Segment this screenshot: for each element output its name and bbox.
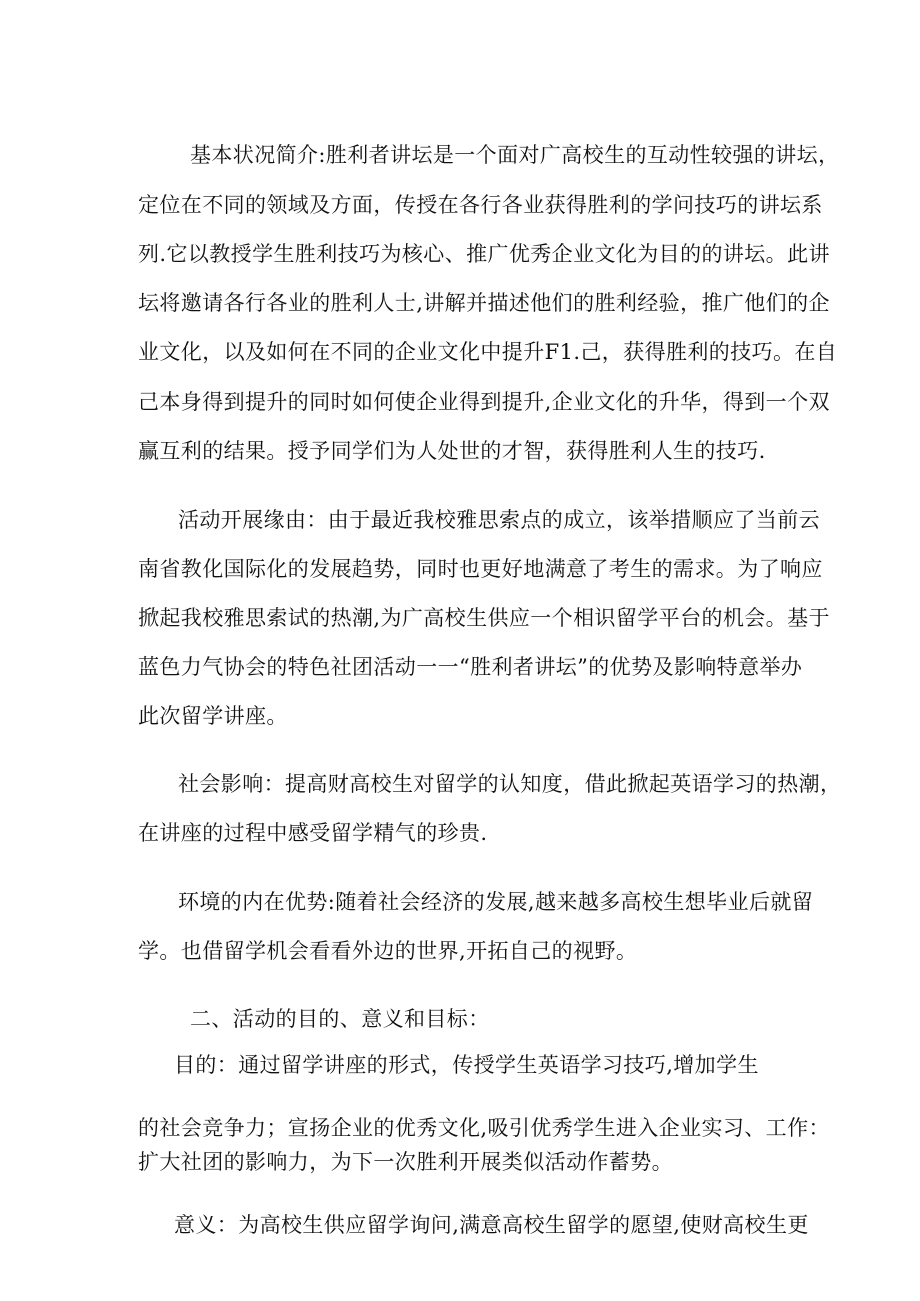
paragraph-reason-line-2: 南省教化国际化的发展趋势，同时也更好地满意了考生的需求。为了响应 bbox=[138, 557, 823, 581]
paragraph-reason-line-1: 活动开展缘由：由于最近我校雅思索点的成立，该举措顺应了当前云 bbox=[178, 508, 820, 532]
paragraph-intro-line-1: 基本状况简介:胜利者讲坛是一个面对广高校生的互动性较强的讲坛， bbox=[190, 143, 840, 167]
paragraph-intro-line-2: 定位在不同的领域及方面，传授在各行各业获得胜利的学问技巧的讲坛系 bbox=[138, 193, 823, 217]
paragraph-impact-line-1: 社会影响：提高财高校生对留学的认知度，借此掀起英语学习的热潮， bbox=[178, 772, 842, 796]
paragraph-reason-line-5: 此次留学讲座。 bbox=[138, 704, 288, 728]
paragraph-intro-line-4: 坛将邀请各行各业的胜利人士,讲解并描述他们的胜利经验，推广他们的企 bbox=[138, 291, 830, 315]
paragraph-advantage-line-1: 环境的内在优势:随着社会经济的发展,越来越多高校生想毕业后就留 bbox=[178, 890, 814, 914]
paragraph-advantage-line-2: 学。也借留学机会看看外边的世界,开拓自己的视野。 bbox=[138, 939, 638, 963]
section-heading: 二、活动的目的、意义和目标： bbox=[190, 1007, 490, 1031]
paragraph-intro-line-5: 业文化，以及如何在不同的企业文化中提升F1.己，获得胜利的技巧。在自 bbox=[138, 340, 838, 364]
paragraph-intro-line-6: 己本身得到提升的同时如何使企业得到提升,企业文化的升华，得到一个双 bbox=[138, 390, 830, 414]
paragraph-meaning-line-1: 意义：为高校生供应留学询问,满意高校生留学的愿望,使财高校生更 bbox=[174, 1213, 809, 1237]
paragraph-intro-line-7: 赢互利的结果。授予同学们为人处世的才智，获得胜利人生的技巧. bbox=[138, 439, 766, 463]
paragraph-impact-line-2: 在讲座的过程中感受留学精气的珍贵. bbox=[138, 821, 488, 845]
paragraph-intro-line-3: 列.它以教授学生胜利技巧为核心、推广优秀企业文化为目的的讲坛。此讲 bbox=[138, 242, 830, 266]
paragraph-reason-line-3: 掀起我校雅思索试的热潮,为广高校生供应一个相识留学平台的机会。基于 bbox=[138, 606, 830, 630]
paragraph-purpose-line-3: 扩大社团的影响力，为下一次胜利开展类似活动作蓄势。 bbox=[138, 1150, 673, 1174]
paragraph-purpose-line-2: 的社会竞争力；宣扬企业的优秀文化,吸引优秀学生进入企业实习、工作： bbox=[138, 1116, 830, 1140]
paragraph-reason-line-4: 蓝色力气协会的特色社团活动一一“胜利者讲坛”的优势及影响特意举办 bbox=[138, 655, 803, 679]
paragraph-purpose-line-1: 目的：通过留学讲座的形式，传授学生英语学习技巧,增加学生 bbox=[174, 1053, 759, 1077]
